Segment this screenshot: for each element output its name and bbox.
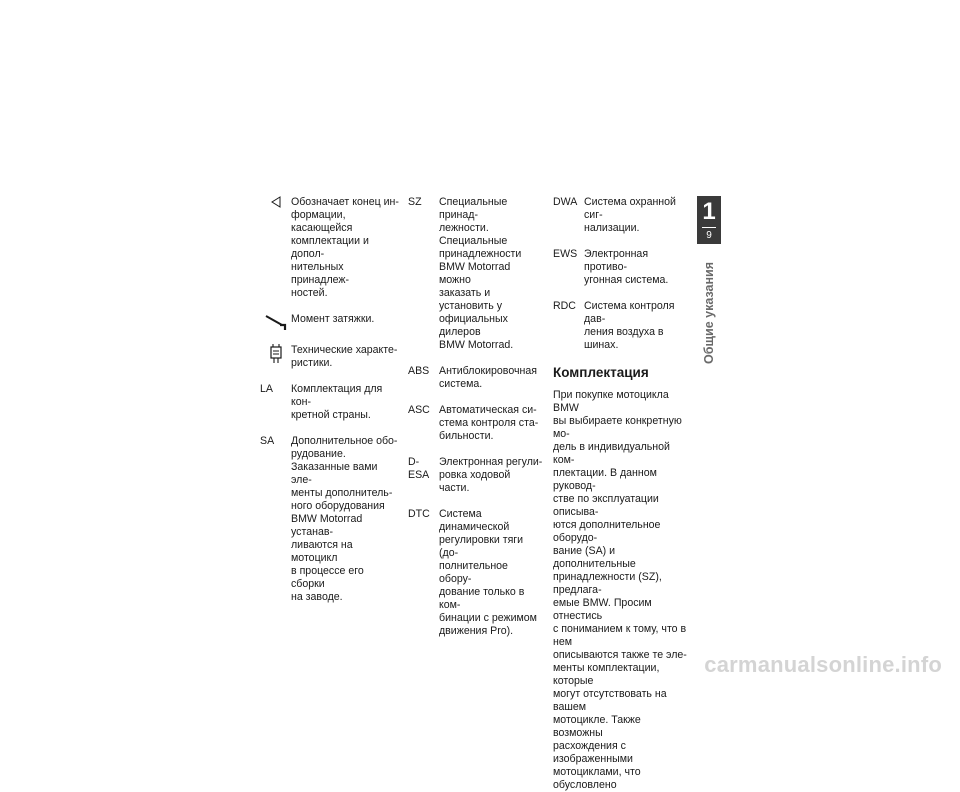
section-heading: Комплектация [553,365,649,380]
end-of-section-icon [260,196,291,300]
legend-text: Система контроля дав- ления воздуха в шинах. [584,300,675,351]
chapter-title-wrap [697,250,721,376]
legend-row-torque [260,313,400,331]
legend-abbreviation: SZ [408,196,422,208]
legend-text: Антиблокировочная система. [439,365,537,390]
legend-text: Автоматическая си- стема контроля ста- бильности. [439,404,539,442]
legend-column-1 [260,196,400,617]
legend-text: Система динамической регулировки тяги (до- полнительное обору- дование только в ком- бинации с режимом движения Pro). [439,508,537,637]
legend-text: Электронная противо- угонная система. [584,248,669,286]
legend-row-asc [408,404,543,443]
legend-row-specs [260,344,400,370]
legend-abbreviation: SA [260,435,275,447]
legend-column-2 [408,196,543,651]
legend-row-la [260,383,400,422]
chapter-number: 1 [702,198,716,225]
legend-abbreviation: ASC [408,404,430,416]
legend-text: Обозначает конец ин- формации, касающейся комплектации и допол- нительных принадлеж- ностей. [291,196,399,299]
technical-specs-icon [260,344,291,370]
page-number: 9 [706,230,712,241]
chapter-badge [697,196,721,244]
legend-text: Технические характе- ристики. [291,344,398,369]
legend-text: Специальные принад- лежности. Специальные принадлежности BMW Motorrad можно заказать и установить у официальных дилеров BMW Motorrad. [439,196,522,351]
legend-row-end-marker [260,196,400,300]
legend-row-sz [408,196,543,352]
legend-row-dtc [408,508,543,638]
legend-row-dwa [553,196,689,235]
legend-abbreviation: DWA [553,196,578,208]
legend-abbreviation: D- ESA [408,456,430,481]
legend-abbreviation: DTC [408,508,430,520]
legend-row-sa [260,435,400,604]
legend-row-rdc [553,300,689,352]
chapter-title: Общие указания [701,262,716,364]
legend-abbreviation: ABS [408,365,430,377]
chapter-tab [697,196,721,376]
legend-text: Система охранной сиг- нализации. [584,196,676,234]
legend-text: Момент затяжки. [291,313,375,325]
legend-abbreviation: RDC [553,300,576,312]
legend-text: Электронная регули- ровка ходовой части. [439,456,543,494]
legend-column-3 [553,196,689,792]
chapter-divider [702,227,716,228]
legend-abbreviation: EWS [553,248,578,260]
legend-text: Комплектация для кон- кретной страны. [291,383,383,421]
legend-text: Дополнительное обо- рудование. Заказанные вами эле- менты дополнитель- ного оборудования BMW Motorrad устанав- ливаются на мотоцикл в процессе его сборки на заводе. [291,435,398,603]
watermark: carmanualsonline.info [704,652,942,677]
legend-row-abs [408,365,543,391]
legend-row-desa [408,456,543,495]
legend-row-ews [553,248,689,287]
torque-wrench-icon [260,313,291,331]
legend-abbreviation: LA [260,383,273,395]
section-paragraph: При покупке мотоцикла BMW вы выбираете конкретную мо- дель в индивидуальной ком- плектации. В данном руковод- стве по эксплуатации описыва- ются дополнительное оборудо- вание (SA) и дополнительные принадлежности (SZ), предлага- емые BMW. Просим отнестись с пониманием к тому, что в нем описываются также те эле- менты комплектации, которые могут отсутствовать на вашем мотоцикле. Также возможны расхождения с изображенными мотоциклами, что обусловлено [553,389,687,791]
